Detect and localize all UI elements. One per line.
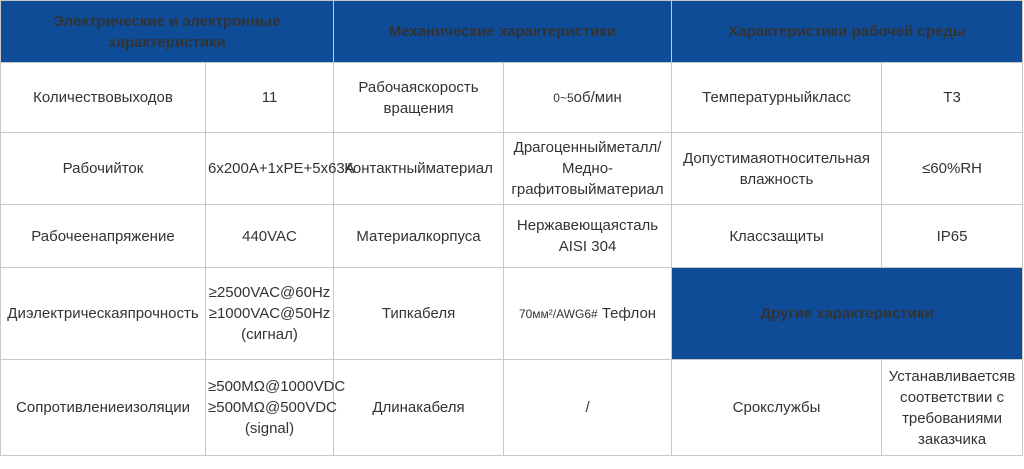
electrical-value: 11 [206, 63, 334, 133]
electrical-label: Количествовыходов [1, 63, 206, 133]
header-electrical: Электрические и электронные характеристики [1, 1, 334, 63]
value-line: ≥500MΩ@500VDC [208, 399, 337, 416]
value-line: Медно- [561, 160, 614, 177]
mechanical-value [504, 63, 672, 133]
environment-value: T3 [882, 63, 1023, 133]
header-row [1, 1, 1023, 63]
value-line: ≥1000VAC@50Hz [208, 305, 331, 322]
cable-material: Тефлон [601, 304, 657, 322]
mechanical-label: Рабочаяскорость вращения [334, 63, 504, 133]
value-line: ≥2500VAC@60Hz [208, 284, 331, 301]
value-line: соответствии с [900, 388, 1005, 406]
electrical-value: 6x200A+1xPE+5x63A [206, 133, 334, 205]
value-line: ≥500MΩ@1000VDC [208, 378, 346, 395]
table-row [1, 133, 1023, 205]
table-row [1, 360, 1023, 456]
value-line: графитовыйматериал [511, 181, 664, 198]
value-line: требованиями [902, 409, 1003, 427]
electrical-label: Диэлектрическаяпрочность [1, 268, 206, 360]
value-line: заказчика [917, 430, 987, 448]
value-line: AISI 304 [558, 238, 617, 255]
table-row [1, 268, 1023, 360]
electrical-label: Сопротивлениеизоляции [1, 360, 206, 456]
environment-label: Классзащиты [672, 205, 882, 268]
other-value [882, 360, 1023, 456]
mechanical-label: Материалкорпуса [334, 205, 504, 268]
environment-label: Допустимаяотносительная влажность [672, 133, 882, 205]
other-label: Срокслужбы [672, 360, 882, 456]
environment-value: IP65 [882, 205, 1023, 268]
value-line: (signal) [244, 420, 295, 437]
electrical-value: 440VAC [206, 205, 334, 268]
header-mechanical: Механические характеристики [334, 1, 672, 63]
value-line: Устанавливаетсяв [888, 367, 1016, 385]
environment-value: ≤60%RH [882, 133, 1023, 205]
mechanical-label: Длинакабеля [334, 360, 504, 456]
environment-label: Температурныйкласс [672, 63, 882, 133]
electrical-label: Рабочеенапряжение [1, 205, 206, 268]
mechanical-value [504, 268, 672, 360]
electrical-label: Рабочийток [1, 133, 206, 205]
value-line: (сигнал) [241, 326, 298, 343]
cable-section: 70мм²/AWG6# [518, 306, 598, 321]
mechanical-value [504, 133, 672, 205]
mechanical-value [504, 205, 672, 268]
mechanical-label: Типкабеля [334, 268, 504, 360]
electrical-value [206, 360, 346, 456]
electrical-value [206, 268, 334, 360]
value-line: Драгоценныйметалл/ [513, 139, 662, 156]
speed-range: 0~5 [553, 90, 574, 105]
table-row [1, 205, 1023, 268]
value-line: Нержавеющаясталь [516, 217, 659, 234]
header-environment: Характеристики рабочей среды [672, 1, 1023, 63]
header-other: Другие характеристики [672, 268, 1023, 360]
mechanical-value: / [504, 360, 672, 456]
table-row [1, 63, 1023, 133]
mechanical-label: Контактныйматериал [334, 133, 504, 205]
speed-unit: об/мин [573, 88, 622, 106]
